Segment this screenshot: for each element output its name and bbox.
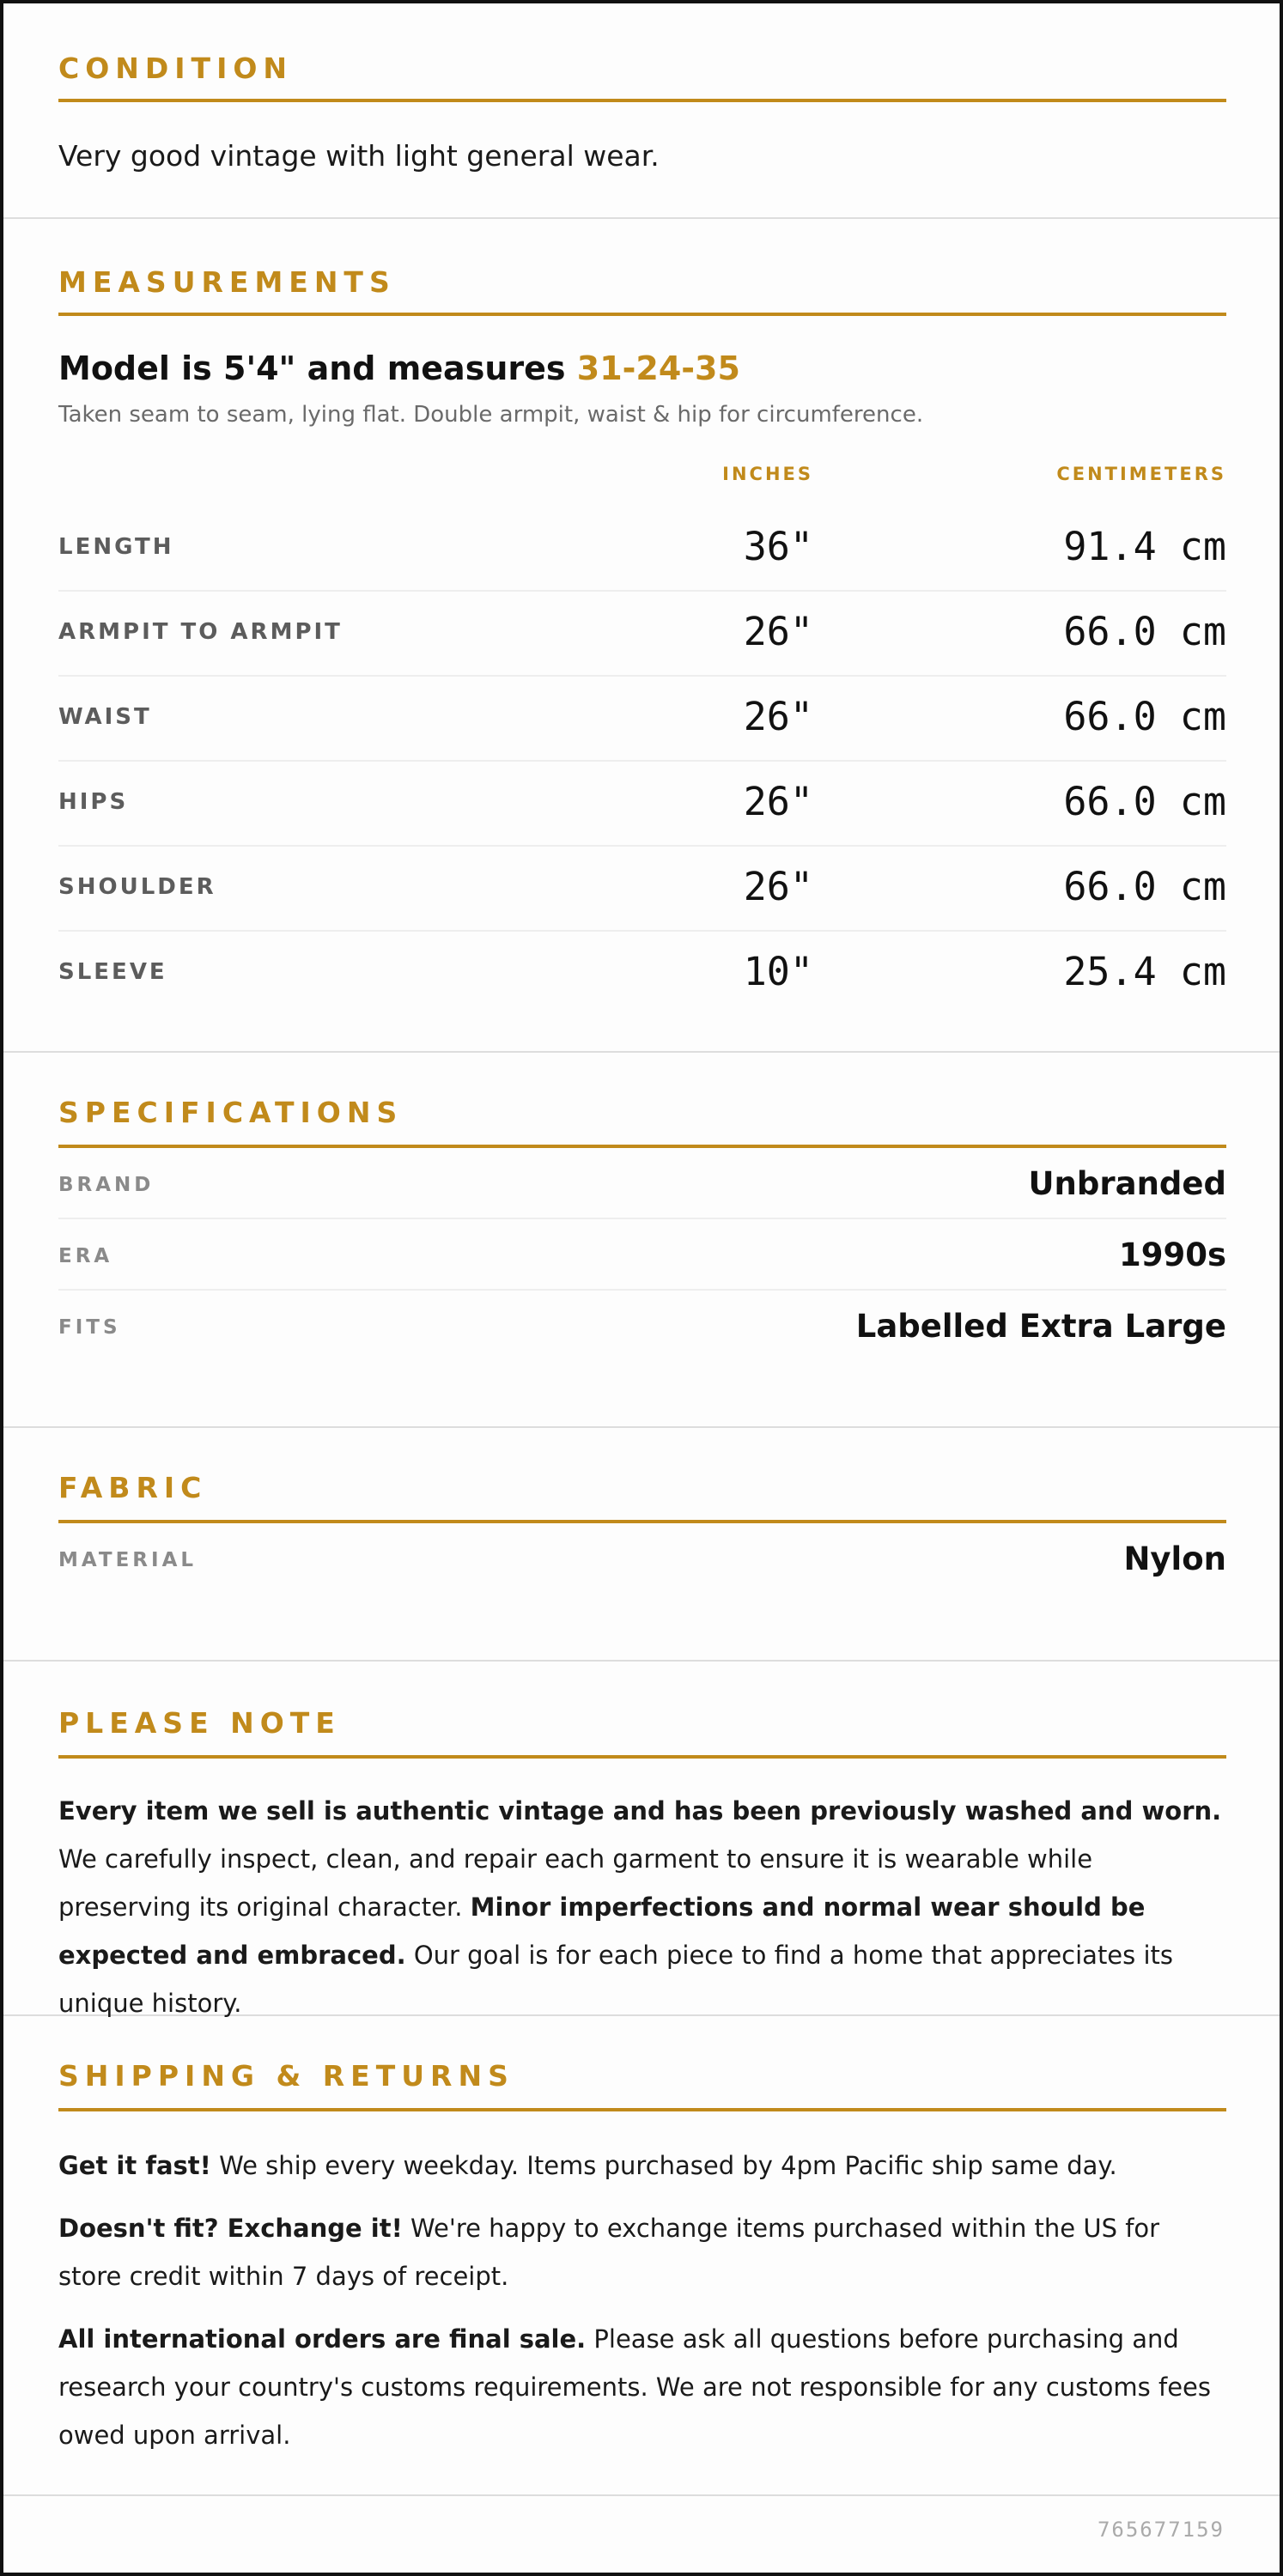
spec-row-brand <box>58 1148 1226 1219</box>
spec-key: FITS <box>58 1316 121 1339</box>
shipping-returns-rule <box>58 2108 1226 2111</box>
spec-row-fits <box>58 1291 1226 1362</box>
condition-section <box>3 3 1280 219</box>
condition-heading: CONDITION <box>58 52 294 85</box>
item-id: 765677159 <box>1097 2518 1225 2542</box>
shipping-paragraph-exchange <box>58 2204 1226 2300</box>
measurement-row-shoulder <box>58 847 1226 932</box>
shipping-returns-section <box>3 2016 1280 2496</box>
column-inches-header: INCHES <box>722 464 813 484</box>
shipping-fast-bold: Get it fast! <box>58 2151 211 2180</box>
measurement-row-armpit-to-armpit <box>58 592 1226 677</box>
measurement-label: WAIST <box>58 704 152 730</box>
condition-rule <box>58 99 1226 102</box>
measurements-rule <box>58 313 1226 316</box>
measurement-inches: 26" <box>743 779 813 824</box>
shipping-international-text: Please ask all questions before purchasing and research your country's customs requirements. We are not responsible for any customs fees owed upon arrival. <box>58 2324 1211 2450</box>
condition-text: Very good vintage with light general wear. <box>58 139 660 173</box>
measurement-row-waist <box>58 677 1226 762</box>
measurement-label: SLEEVE <box>58 959 167 985</box>
spec-key: BRAND <box>58 1174 155 1196</box>
measurements-subtitle: Taken seam to seam, lying flat. Double armpit, waist & hip for circumference. <box>58 402 924 428</box>
please-note-text-1: We carefully inspect, clean, and repair each garment to ensure it is wearable while preserving its original character. <box>58 1844 1093 1922</box>
shipping-paragraph-fast <box>58 2142 1226 2190</box>
please-note-rule <box>58 1755 1226 1759</box>
model-measures-line <box>58 348 740 389</box>
measurement-label: HIPS <box>58 789 129 815</box>
please-note-section <box>3 1662 1280 2016</box>
spec-value: Labelled Extra Large <box>855 1308 1226 1345</box>
spec-value: Unbranded <box>1028 1165 1226 1202</box>
measurement-inches: 26" <box>743 609 813 654</box>
shipping-international-bold: All international orders are final sale. <box>58 2324 587 2354</box>
spec-value: 1990s <box>1118 1236 1226 1273</box>
measurement-row-sleeve <box>58 932 1226 1017</box>
measurement-inches: 26" <box>743 864 813 909</box>
measurement-label: ARMPIT TO ARMPIT <box>58 619 343 645</box>
measurement-centimeters: 66.0 cm <box>1063 609 1226 654</box>
please-note-text <box>58 1787 1226 2027</box>
spec-key: ERA <box>58 1245 113 1267</box>
fabric-value: Nylon <box>1123 1540 1226 1577</box>
shipping-fast-text: We ship every weekday. Items purchased by 4pm Pacific ship same day. <box>210 2151 1117 2180</box>
measurements-heading: MEASUREMENTS <box>58 265 396 299</box>
measurement-centimeters: 66.0 cm <box>1063 864 1226 909</box>
measurement-row-length <box>58 507 1226 592</box>
fabric-key: MATERIAL <box>58 1549 198 1571</box>
measurement-centimeters: 66.0 cm <box>1063 779 1226 824</box>
measurement-centimeters: 66.0 cm <box>1063 694 1226 739</box>
measurement-label: SHOULDER <box>58 874 216 900</box>
please-note-heading: PLEASE NOTE <box>58 1706 341 1740</box>
fabric-heading: FABRIC <box>58 1471 208 1504</box>
specifications-heading: SPECIFICATIONS <box>58 1096 404 1129</box>
shipping-returns-heading: SHIPPING & RETURNS <box>58 2059 514 2093</box>
column-centimeters-header: CENTIMETERS <box>1056 464 1226 484</box>
please-note-bold-2: Minor imperfections and normal wear should be expected and embraced. <box>58 1893 1146 1970</box>
measurement-row-hips <box>58 762 1226 847</box>
spec-row-era <box>58 1219 1226 1291</box>
shipping-paragraph-international <box>58 2315 1226 2459</box>
measurement-centimeters: 91.4 cm <box>1063 524 1226 569</box>
measurements-section <box>3 219 1280 1053</box>
measurement-centimeters: 25.4 cm <box>1063 949 1226 994</box>
shipping-exchange-text: We're happy to exchange items purchased within the US for store credit within 7 days of receipt. <box>58 2214 1160 2291</box>
specifications-section <box>3 1053 1280 1428</box>
measurement-inches: 36" <box>743 524 813 569</box>
fabric-section <box>3 1428 1280 1662</box>
please-note-text-2: Our goal is for each piece to find a home that appreciates its unique history. <box>58 1941 1174 2018</box>
model-measures: 31-24-35 <box>576 349 740 387</box>
measurement-label: LENGTH <box>58 534 174 560</box>
measurement-inches: 10" <box>743 949 813 994</box>
fabric-row-material <box>58 1523 1226 1595</box>
please-note-bold-1: Every item we sell is authentic vintage and has been previously washed and worn. <box>58 1796 1222 1826</box>
shipping-exchange-bold: Doesn't fit? Exchange it! <box>58 2214 403 2243</box>
measurement-inches: 26" <box>743 694 813 739</box>
model-prefix: Model is 5'4" and measures <box>58 349 566 387</box>
